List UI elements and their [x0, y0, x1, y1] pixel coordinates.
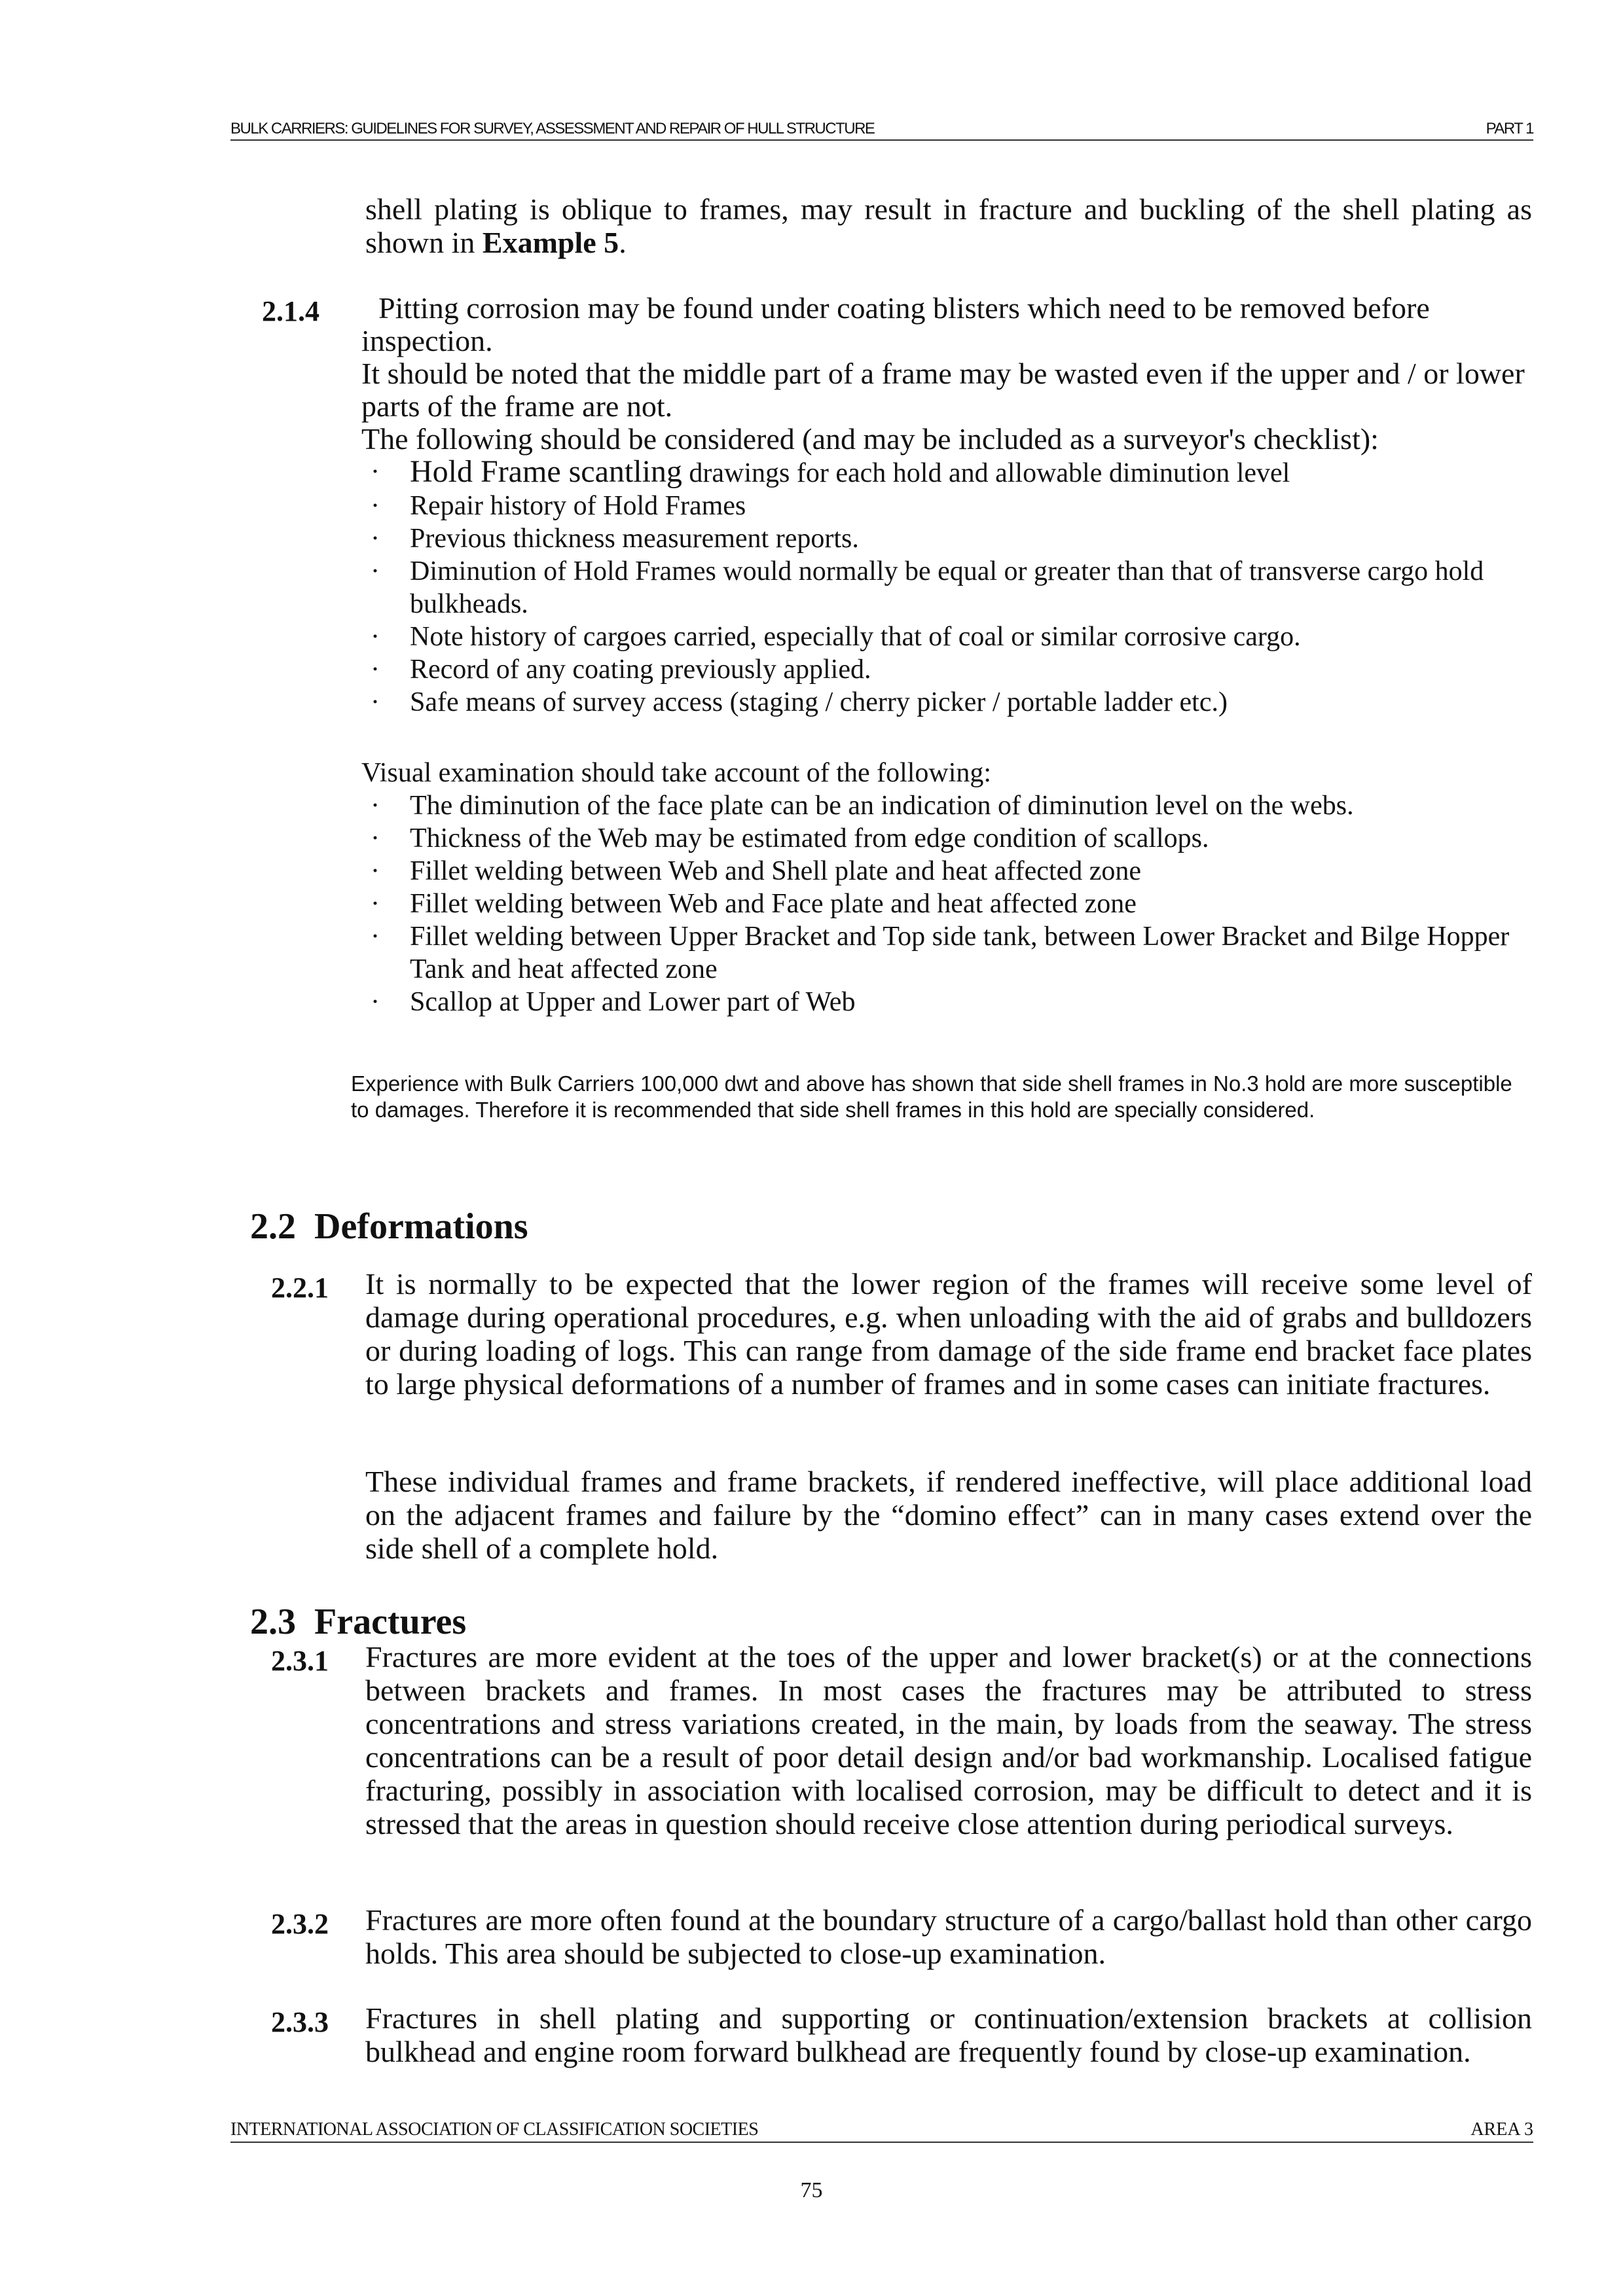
running-footer [230, 2119, 1533, 2143]
list-item: · The diminution of the face plate can be an indication of diminution level on the webs. [371, 791, 1354, 821]
bullet-icon: · [371, 622, 380, 652]
paragraph: It should be noted that the middle part of a frame may be wasted even if the upper and / or lower parts of the frame are not. [361, 357, 1525, 423]
section-2-3-1-paragraph: Fractures are more evident at the toes of the upper and lower bracket(s) or at the connections between brackets and frames. In most cases the fractures may be attributed to stress concentrations and stress variations created, in the main, by loads from the seaway. The stress concentrations can be a result of poor detail design and/or bad workmanship. Localised fatigue fracturing, possibly in association with localised corrosion, may be difficult to detect and it is stressed that the areas in question should receive close attention during periodical surveys. [365, 1640, 1532, 1840]
bullet-icon: · [371, 889, 380, 919]
visual-examination-list [371, 789, 1533, 1018]
section-number-2-3-1: 2.3.1 [271, 1645, 329, 1677]
paragraph: Pitting corrosion may be found under coating blisters which need to be removed before inspection. [361, 291, 1430, 357]
section-heading-2-3: 2.3 Fractures [250, 1602, 467, 1642]
list-item: · Safe means of survey access (staging / cherry picker / portable ladder etc.) [371, 687, 1228, 717]
list-item: · Hold Frame scantling drawings for each hold and allowable diminution level [371, 454, 1290, 489]
bullet-icon: · [371, 987, 380, 1017]
header-title: BULK CARRIERS: GUIDELINES FOR SURVEY, ASSESSMENT AND REPAIR OF HULL STRUCTURE [230, 120, 875, 137]
bullet-icon: · [371, 922, 380, 952]
header-part: PART 1 [1486, 120, 1533, 137]
bullet-icon: · [371, 556, 380, 586]
footer-organization: INTERNATIONAL ASSOCIATION OF CLASSIFICATION SOCIETIES [230, 2119, 759, 2140]
list-item: · Diminution of Hold Frames would normally be equal or greater than that of transverse cargo hold bulkheads. [371, 556, 1484, 619]
list-item: · Record of any coating previously applied. [371, 655, 871, 685]
bullet-icon: · [371, 856, 380, 886]
bullet-icon: · [371, 791, 380, 821]
section-2-3-3-paragraph: Fractures in shell plating and supporting or continuation/extension brackets at collision bulkhead and engine room forward bulkhead are frequently found by close-up examination. [365, 2001, 1532, 2068]
list-item: · Thickness of the Web may be estimated from edge condition of scallops. [371, 823, 1209, 853]
section-heading-2-2: 2.2 Deformations [250, 1206, 528, 1247]
list-item: · Fillet welding between Web and Face plate and heat affected zone [371, 889, 1137, 919]
section-2-1-4-text [361, 292, 1533, 456]
example-reference: Example 5 [482, 226, 619, 259]
section-2-2-1-paragraph: It is normally to be expected that the lower region of the frames will receive some level of damage during operational procedures, e.g. when unloading with the aid of grabs and bulldozers or during loading of logs. This can range from damage of the side frame end bracket face plates to large physical deformations of a number of frames and in some cases can initiate fractures. [365, 1267, 1532, 1401]
list-item: · Scallop at Upper and Lower part of Web [371, 987, 856, 1017]
intro-paragraph: shell plating is oblique to frames, may result in fracture and buckling of the shell plating as shown in Example 5. [365, 192, 1532, 259]
page-number: 75 [800, 2178, 823, 2202]
bullet-icon: · [371, 655, 380, 685]
list-item: · Previous thickness measurement reports. [371, 524, 859, 554]
list-item: · Fillet welding between Web and Shell plate and heat affected zone [371, 856, 1141, 886]
section-number-2-3-3: 2.3.3 [271, 2006, 329, 2038]
section-number-2-2-1: 2.2.1 [271, 1272, 329, 1304]
section-2-3-2-paragraph: Fractures are more often found at the boundary structure of a cargo/ballast hold than other cargo holds. This area should be subjected to close-up examination. [365, 1903, 1532, 1970]
section-number-2-3-2: 2.3.2 [271, 1908, 329, 1940]
visual-examination-intro: Visual examination should take account of the following: [361, 758, 992, 788]
list-item: · Repair history of Hold Frames [371, 491, 746, 521]
bullet-icon: · [371, 687, 380, 717]
list-item: · Note history of cargoes carried, especially that of coal or similar corrosive cargo. [371, 622, 1301, 652]
bullet-icon: · [371, 823, 380, 853]
section-number-2-1-4: 2.1.4 [262, 295, 319, 327]
list-item: · Fillet welding between Upper Bracket and Top side tank, between Lower Bracket and Bilge Hopper Tank and heat affected zone [371, 922, 1510, 984]
running-header [230, 120, 1533, 141]
section-2-2-1-paragraph-2: These individual frames and frame brackets, if rendered ineffective, will place additional load on the adjacent frames and failure by the “domino effect” can in many cases extend over the side shell of a complete hold. [365, 1465, 1532, 1565]
no3-hold-note: Experience with Bulk Carriers 100,000 dwt and above has shown that side shell frames in No.3 hold are more susceptible to damages. Therefore it is recommended that side shell frames in this hold are specially considered. [351, 1071, 1512, 1122]
surveyor-checklist [371, 456, 1533, 719]
paragraph: The following should be considered (and may be included as a surveyor's checklist): [361, 422, 1379, 456]
bullet-icon: · [371, 491, 380, 521]
bullet-icon: · [371, 524, 380, 554]
bullet-icon: · [371, 457, 380, 487]
footer-area: AREA 3 [1470, 2119, 1533, 2140]
